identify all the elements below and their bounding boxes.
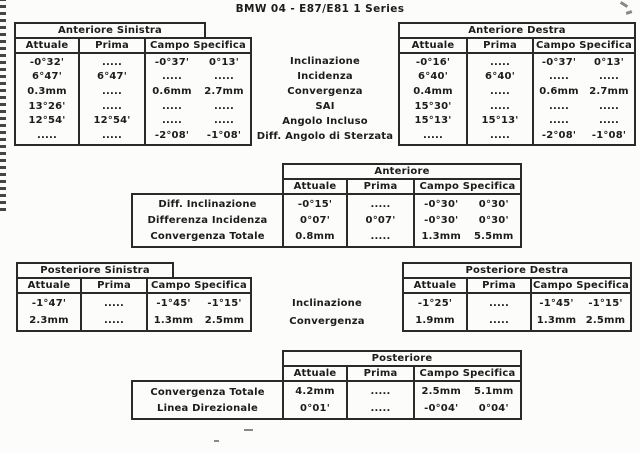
column-header-attuale: Attuale [400, 39, 468, 52]
value-cell: ..... [490, 86, 510, 98]
front-right-table [398, 52, 636, 146]
spec-range-cell: 0.6mm 2.7mm [152, 86, 244, 98]
column-header-prima: Prima [82, 279, 148, 292]
value-cell: ..... [104, 315, 124, 326]
spec-range-cell: 2.5mm 5.1mm [421, 386, 514, 397]
spec-range-cell: -0°37' 0°13' [541, 56, 624, 68]
value-cell: 0°07' [300, 214, 330, 226]
value-cell: 0.4mm [413, 86, 453, 98]
value-cell: 6°47' [32, 71, 62, 83]
value-cell: -1°25' [417, 298, 453, 309]
column-header-campo-specifica: Campo Specifica [536, 40, 632, 51]
value-cell: 12°54' [93, 115, 131, 127]
column-header-campo-specifica: Campo Specifica [151, 280, 247, 291]
front-left-table-title: Anteriore Sinistra [14, 22, 206, 39]
page-title: BMW 04 - E87/E81 1 Series [235, 3, 405, 15]
scan-artifact-speck [214, 440, 219, 442]
value-cell: ..... [370, 386, 391, 397]
spec-range-cell: -0°04' 0°04' [424, 403, 509, 414]
row-label: Convergenza Totale [150, 386, 265, 398]
rear-right-table-title: Posteriore Destra [402, 262, 632, 279]
value-cell: -0°15' [297, 198, 333, 210]
value-cell: -0°32' [29, 56, 65, 68]
value-cell: ..... [490, 56, 510, 68]
front-left-table [14, 52, 252, 146]
value-cell: ..... [102, 130, 122, 142]
row-label: Differenza Incidenza [147, 214, 268, 226]
rear-left-table-title: Posteriore Sinistra [16, 262, 174, 279]
row-label: Inclinazione [292, 297, 362, 309]
rear-right-table [402, 292, 632, 332]
spec-range-cell: ..... ..... [549, 100, 619, 112]
column-header-attuale: Attuale [16, 39, 80, 52]
column-header-campo-specifica: Campo Specifica [419, 368, 516, 379]
spec-range-cell: -1°45' -1°15' [156, 298, 242, 309]
rear-summary-title: Posteriore [282, 350, 522, 367]
row-label: Incidenza [297, 71, 353, 82]
spec-range-cell: 1.3mm 2.5mm [153, 315, 245, 326]
row-label: Inclinazione [290, 56, 360, 67]
spec-range-cell: 0.6mm 2.7mm [539, 86, 629, 98]
front-summary-title: Anteriore [282, 163, 522, 180]
column-header-prima: Prima [468, 279, 532, 292]
row-label: Diff. Angolo di Sterzata [256, 131, 394, 142]
column-header-attuale: Attuale [404, 279, 468, 292]
spec-range-cell: ..... ..... [162, 100, 234, 112]
value-cell: ..... [489, 298, 509, 309]
spec-range-cell: -0°30' 0°30' [424, 198, 509, 210]
spec-range-cell: ..... ..... [162, 115, 234, 127]
row-label: SAI [315, 101, 335, 112]
row-label: Convergenza [287, 86, 363, 97]
scan-artifact-speck [244, 429, 253, 431]
value-cell: 12°54' [28, 115, 66, 127]
front-right-table-title: Anteriore Destra [398, 22, 636, 39]
value-cell: ..... [102, 100, 122, 112]
front-summary-labels [131, 193, 284, 248]
value-cell: ..... [370, 231, 391, 243]
value-cell: ..... [102, 56, 122, 68]
rear-left-table [16, 292, 252, 332]
value-cell: -1°47' [31, 298, 67, 309]
column-header-campo-specifica: Campo Specifica [150, 40, 246, 51]
spec-range-cell: -0°37' 0°13' [154, 56, 239, 68]
spec-range-cell: 1.3mm 2.5mm [536, 315, 626, 326]
row-label: Diff. Inclinazione [158, 199, 257, 211]
column-header-prima: Prima [348, 367, 415, 380]
scan-artifact-left-band [0, 0, 6, 214]
spec-range-cell: -1°45' -1°15' [539, 298, 623, 309]
value-cell: ..... [37, 130, 57, 142]
value-cell: -0°16' [415, 56, 451, 68]
spec-range-cell: ..... ..... [549, 115, 619, 127]
value-cell: ..... [490, 100, 510, 112]
column-header-prima: Prima [80, 39, 146, 52]
value-cell: 15°13' [414, 115, 452, 127]
spec-range-cell: ..... ..... [549, 71, 619, 83]
spec-range-cell: -2°08' -1°08' [154, 130, 242, 142]
rear-summary-labels [131, 380, 284, 420]
row-label: Convergenza [289, 315, 365, 327]
column-header-prima: Prima [468, 39, 534, 52]
spec-range-cell: ..... ..... [162, 71, 234, 83]
value-cell: 13°26' [28, 100, 66, 112]
front-summary-table [282, 193, 522, 248]
value-cell: ..... [490, 130, 510, 142]
spec-range-cell: 1.3mm 5.5mm [421, 231, 514, 243]
value-cell: 0.8mm [295, 231, 335, 243]
column-header-campo-specifica: Campo Specifica [419, 181, 516, 192]
value-cell: ..... [370, 403, 391, 414]
spec-range-cell: -2°08' -1°08' [541, 130, 627, 142]
value-cell: ..... [370, 198, 391, 210]
rear-measurement-labels [252, 292, 402, 332]
row-label: Angolo Incluso [282, 116, 368, 127]
value-cell: 0°01' [300, 403, 330, 414]
value-cell: 4.2mm [295, 386, 335, 397]
row-label: Linea Direzionale [157, 402, 258, 414]
value-cell: 15°30' [414, 100, 452, 112]
value-cell: ..... [423, 130, 443, 142]
value-cell: 0°07' [365, 214, 396, 226]
column-header-prima: Prima [348, 180, 415, 193]
value-cell: 6°40' [485, 71, 515, 83]
row-label: Convergenza Totale [150, 230, 265, 242]
rear-summary-table [282, 380, 522, 420]
value-cell: ..... [104, 298, 124, 309]
spec-range-cell: -0°30' 0°30' [424, 214, 509, 226]
value-cell: 6°47' [97, 71, 127, 83]
front-measurement-labels [252, 52, 398, 146]
column-header-attuale: Attuale [284, 367, 348, 380]
column-header-attuale: Attuale [284, 180, 348, 193]
value-cell: 1.9mm [415, 315, 455, 326]
column-header-attuale: Attuale [18, 279, 82, 292]
value-cell: 6°40' [418, 71, 448, 83]
value-cell: 0.3mm [27, 86, 67, 98]
value-cell: ..... [489, 315, 509, 326]
value-cell: ..... [102, 86, 122, 98]
column-header-campo-specifica: Campo Specifica [533, 280, 629, 291]
value-cell: 2.3mm [29, 315, 69, 326]
value-cell: 15°13' [481, 115, 519, 127]
